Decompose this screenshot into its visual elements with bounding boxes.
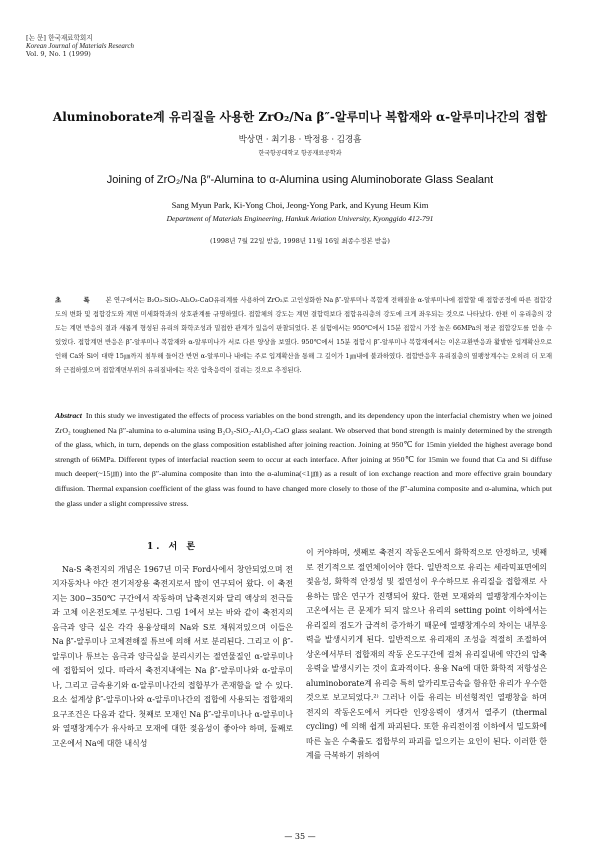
received-dates: (1998년 7월 22일 받음, 1998년 11월 16일 최종수정본 받음) (210, 237, 390, 245)
body-column-right (306, 546, 547, 764)
abstract-korean (55, 293, 552, 377)
authors-ko: 박상면 · 최기용 · 박정용 · 김경흠 (238, 135, 362, 145)
body-paragraph-left: Na-S 축전지의 개념은 1967년 미국 Ford사에서 창안되었으며 전지자동차나 야간 전기저장용 축전지로서 많이 연구되어 왔다. 이 축전지는 300~350℃ 구간에서 작동하며 납축전지와 달리 액상의 전극들과 고체 이온전도체로 구성된다. 그림 1에서 보는 바와 같이 축전지의 음극과 양극 실은 각각 용융상태의 Na와 S로 채워져있으며 이들은 Na β″-알루미나 고체전해질 튜브에 의해 서로 분리된다. 그리고 이 β″-알루미나 튜브는 음극과 양극실을 분리시키는 절연물질인 α-알루미나에 접합되어 있다. 따라서 축전지내에는 Na β″-알루미나와 α-알루미나, 그리고 금속용기와 α-알루미나간의 접합부가 존재함을 알 수 있다. 요소 설계상 β″-알루미나와 α-알루미나간의 접합에 사용되는 접합재의 요구조건은 다음과 같다. 첫째로 모재인 Na β″-알루미나나 α-알루미나와 열팽창계수가 유사하고 모재에 대한 젖음성이 좋아야 하며, 둘째로 고온에서 Na에 대한 내식성 (52, 564, 293, 748)
journal-name: Korean Journal of Materials Research (26, 42, 134, 50)
body-paragraph-right: 이 커야하며, 셋째로 축전지 작동온도에서 화학적으로 안정하고, 넷째로 전기적으로 절연체이어야 한다. 일반적으로 유리는 세라믹표면에의 젖음성, 화학적 안정성 및 절연성이 우수하므로 유리질을 접합재로 사용하는 많은 연구가 진행되어 왔다. 한편 모재와의 열팽창계수차이는 고온에서는 큰 문제가 되지 않으나 유리의 setting point 이하에서는 유리질의 점도가 급격히 증가하기 때문에 열팽창계수의 차이는 내부응력을 발생시키게 된다. 일반적으로 유리재의 조성을 적절히 조절하여 상온에서부터 접합재의 작동 온도구간에 걸쳐 유리질내에 약간의 압축응력을 발생시키는 것이 효과적이다. 용융 Na에 대한 화학적 저항성은 aluminoborate계 유리층 특히 알카리토금속을 함유한 유리가 우수한 것으로 보고되었다.²⁾ 그러나 이들 유리는 비선형적인 열팽창을 하며 전지의 작동온도에서 커다란 인장응력이 생겨서 열주기 (thermal cycling) 에 의해 쉽게 파괴된다. 또한 유리전이점 이하에서 밀도화에 따른 높은 수축률도 접합부의 파괴를 일으키는 요인이 된다. 이러한 한계를 극복하기 위하여 (306, 548, 548, 760)
abstract-ko-text: 본 연구에서는 B₂O₃-SiO₂-Al₂O₃-CaO유리계를 사용하여 ZrO₂로 고인성화한 Na β″-알루미나 복합계 전해질을 α-알루미나에 접합할 때 접합공정에 따른 접합강도의 변화 및 접합강도와 계면 미세화학과의 상호관계를 규명하였다. 접합체의 강도는 계면 결합력보다 접합유리층의 강도에 크게 좌우되는 것으로 나타났다. 한편 이 유리층의 강도는 계면 반응의 결과 새롭게 형성된 유리의 화학조성과 밀접한 관계가 있음이 판찰되었다. 본 실험에서는 950℃에서 15분 접합시 가장 높은 66MPa의 평균 접합강도를 얻을 수 있었다. 접합계면 반응은 β″-알루미나 복합재와 α-알루미나가 서로 다른 양상을 보였다. 950℃에서 15분 접합시 β″-알루미나 복합재에서는 이온교환반응과 활발한 입계확산으로 인해 Ca와 Si이 대략 15㎛까지 침투해 들어간 반면 α-알루미나 내에는 주로 입계확산을 통해 그 깊이가 1㎛내에 불과하였다. 접합반응후 유리질층의 열팽창계수는 오히려 더 모재와 근접하였으며 접합계면부위의 유리질내에는 작은 압축응력이 걸리는 것으로 추정된다. (55, 296, 552, 374)
department-en: Department of Materials Engineering, Hankuk Aviation University, Kyonggido 412-791 (166, 214, 434, 223)
paper-title-en: Joining of ZrO₂/Na β″-Alumina to α-Alumina using Aluminoborate Glass Sealant (106, 174, 494, 186)
abstract-en-text: In this study we investigated the effects of process variables on the bond strength, and its dependency upon the interfacial chemistry when we joined ZrO₂ toughened Na β″-alumina to α-alumina using B₂O₃-SiO₂-Al₂O₃-CaO glass sealant. We observed that bond strength is mainly determined by the strength of the glass, which, in turn, depends on the glass composition established after joining reaction. Joining at 950℃ for 15min yielded the highest average bond strength of 66MPa. Different types of interfacial reaction seem to occur at each interface. After joining at 950℃ for 15min we found that Ca and Si diffuse much deeper(~15㎛) into the β″-alumina composite than into the α-alumina(<1㎛) as a result of ion exchange reaction and more effective grain boundary diffusion. Thermal expansion coefficient of the glass was found to have changed more closely to those of the β″-alumina composite and α-alumina, which put the glass under a slight compressive stress. (55, 411, 552, 508)
affiliation-ko: 한국항공대학교 항공재료공학과 (258, 150, 342, 157)
journal-tag: [논 문] 한국재료학회지 (26, 34, 93, 42)
page-number: — 35 — (284, 832, 316, 841)
abstract-en-label: Abstract (55, 411, 82, 420)
abstract-english (55, 409, 552, 511)
abstract-ko-label: 초 록 (55, 296, 100, 304)
section-title: 1. 서 론 (146, 542, 199, 552)
journal-header (26, 34, 134, 58)
title-block (40, 108, 560, 246)
journal-volume: Vol. 9, No. 1 (1999) (26, 50, 91, 58)
paper-title-ko: Aluminoborate계 유리질을 사용한 ZrO₂/Na β″-알루미나 복합재와 α-알루미나간의 접합 (52, 110, 548, 124)
body-column-left (52, 536, 293, 751)
authors-en: Sang Myun Park, Ki-Yong Choi, Jeong-Yong Park, and Kyung Heum Kim (171, 200, 429, 210)
